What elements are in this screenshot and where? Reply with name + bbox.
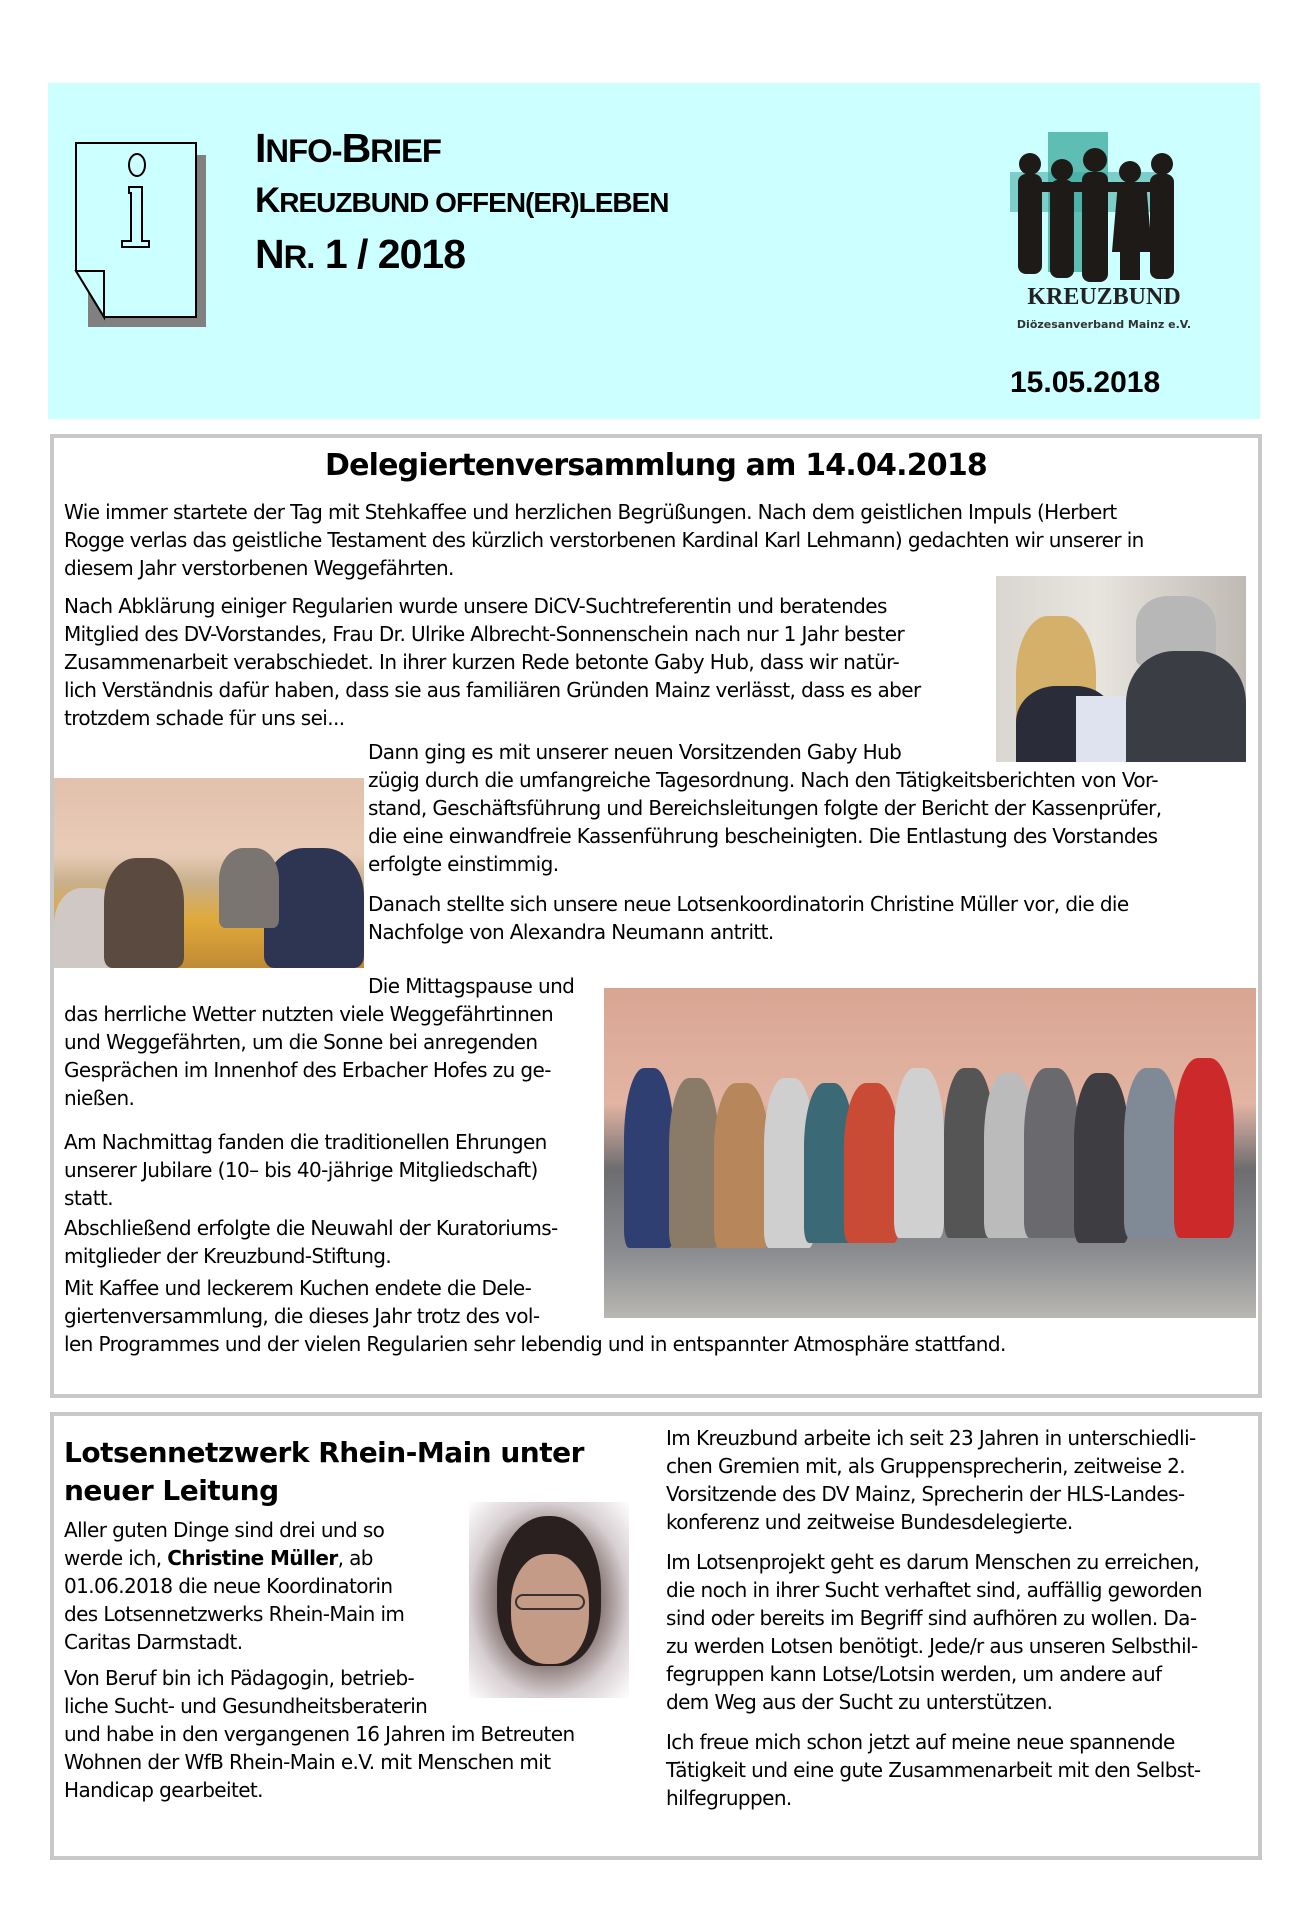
logo-name: KREUZBUND (1027, 284, 1181, 310)
text-line: len Programmes und der vielen Regularien sehr lebendig und in entspannter Atmosphäre stattfand. (64, 1332, 1006, 1356)
text-line: Caritas Darmstadt. (64, 1630, 243, 1654)
left-paragraph-1 (64, 1516, 404, 1656)
text-line: unserer Jubilare (10– bis 40-jährige Mitgliedschaft) (64, 1158, 538, 1182)
text-line: Nach Abklärung einiger Regularien wurde unsere DiCV-Suchtreferentin und beratendes (64, 594, 887, 618)
text-line: Rogge verlas das geistliche Testament des kürzlich verstorbenen Kardinal Karl Lehmann) gedachten wir unserer in (64, 528, 1144, 552)
article-delegiertenversammlung (50, 434, 1262, 1398)
text-line: Am Nachmittag fanden die traditionellen Ehrungen (64, 1130, 547, 1154)
paragraph-8 (64, 1274, 1006, 1358)
title-info-brief: INFO-BRIEF (255, 125, 441, 171)
photo-figure (219, 848, 279, 928)
paragraph-3-cont (368, 766, 1162, 878)
photo-figure (264, 848, 364, 968)
text-line: die eine einwandfreie Kassenführung bescheinigten. Die Entlastung des Vorstandes (368, 824, 1158, 848)
text-line: Nachfolge von Alexandra Neumann antritt. (368, 920, 774, 944)
text-line: Vorsitzende des DV Mainz, Sprecherin der HLS-Landes- (666, 1482, 1185, 1506)
text-line: Handicap gearbeitet. (64, 1778, 263, 1802)
paragraph-5 (368, 972, 574, 1000)
text-line: 01.06.2018 die neue Koordinatorin (64, 1574, 393, 1598)
name-bold: Christine Müller (167, 1546, 338, 1570)
text-line: Die Mittagspause und (368, 974, 575, 998)
photo-paper (1076, 696, 1126, 762)
paragraph-5-cont (64, 1000, 553, 1112)
photo-figure (1124, 1068, 1179, 1238)
text-line: Gesprächen im Innenhof des Erbacher Hofes zu ge- (64, 1058, 551, 1082)
issue-date: 15.05.2018 (1010, 366, 1161, 399)
photo-figure (1174, 1058, 1234, 1238)
paragraph-6 (64, 1128, 547, 1212)
text-line: stand, Geschäftsführung und Bereichsleitungen folgte der Bericht der Kassenprüfer, (368, 796, 1162, 820)
text-line: Von Beruf bin ich Pädagogin, betrieb- (64, 1666, 415, 1690)
text-line: Wohnen der WfB Rhein-Main e.V. mit Menschen mit (64, 1750, 551, 1774)
photo-jubilee-group (604, 988, 1256, 1318)
text-line: Tätigkeit und eine gute Zusammenarbeit mit den Selbst- (666, 1758, 1201, 1782)
left-paragraph-2 (64, 1664, 575, 1804)
photo-figure (844, 1083, 899, 1243)
text-line: die noch in ihrer Sucht verhaftet sind, auffällig geworden (666, 1578, 1202, 1602)
text-line: zu werden Lotsen benötigt. Jede/r aus unseren Selbsthil- (666, 1634, 1198, 1658)
text-span: , ab (337, 1546, 373, 1570)
text-line: giertenversammlung, die dieses Jahr trotz des vol- (64, 1304, 540, 1328)
text-line: liche Sucht- und Gesundheitsberaterin (64, 1694, 428, 1718)
photo-figure (1074, 1073, 1129, 1243)
text-line: diesem Jahr verstorbenen Weggefährten. (64, 556, 454, 580)
article-lotsennetzwerk (50, 1412, 1262, 1860)
text-line: Abschließend erfolgte die Neuwahl der Kuratoriums- (64, 1216, 558, 1240)
right-paragraph-3 (666, 1728, 1200, 1812)
text-line (64, 1544, 404, 1572)
article-title: Delegiertenversammlung am 14.04.2018 (325, 448, 987, 483)
text-line: mitglieder der Kreuzbund-Stiftung. (64, 1244, 392, 1268)
photo-figure (714, 1083, 769, 1248)
photo-figure (894, 1068, 944, 1238)
text-line: Mit Kaffee und leckerem Kuchen endete die Dele- (64, 1276, 532, 1300)
info-document-icon (74, 141, 206, 327)
paragraph-7 (64, 1214, 558, 1270)
text-line: und Weggefährten, um die Sonne bei anregenden (64, 1030, 538, 1054)
text-line: Dann ging es mit unserer neuen Vorsitzenden Gaby Hub (368, 740, 902, 764)
title-issue-number: NR. 1 / 2018 (255, 231, 465, 277)
logo-subtitle: Diözesanverband Mainz e.V. (1016, 318, 1192, 331)
right-paragraph-1 (666, 1424, 1196, 1536)
photo-figure (104, 858, 184, 968)
photo-figure (1126, 651, 1246, 762)
photo-figure (669, 1078, 719, 1248)
paragraph-4 (368, 890, 1129, 946)
text-line: zügig durch die umfangreiche Tagesordnung. Nach den Tätigkeitsberichten von Vor- (368, 768, 1158, 792)
text-line: des Lotsennetzwerks Rhein-Main im (64, 1602, 405, 1626)
text-span: werde ich, (64, 1546, 168, 1570)
title-line: neuer Leitung (64, 1474, 279, 1507)
text-line: Danach stellte sich unsere neue Lotsenkoordinatorin Christine Müller vor, die die (368, 892, 1129, 916)
photo-figure (624, 1068, 674, 1248)
text-line: Im Lotsenprojekt geht es darum Menschen zu erreichen, (666, 1550, 1200, 1574)
text-line: Wie immer startete der Tag mit Stehkaffee und herzlichen Begrüßungen. Nach dem geistlichen Impuls (Herbert (64, 500, 1117, 524)
text-line: nießen. (64, 1086, 135, 1110)
text-line: das herrliche Wetter nutzten viele Weggefährtinnen (64, 1002, 554, 1026)
text-line: Aller guten Dinge sind drei und so (64, 1518, 385, 1542)
text-line: und habe in den vergangenen 16 Jahren im Betreuten (64, 1722, 575, 1746)
article-title (64, 1434, 584, 1510)
text-line: fegruppen kann Lotse/Lotsin werden, um andere auf (666, 1662, 1162, 1686)
text-line: hilfegruppen. (666, 1786, 792, 1810)
text-line: Ich freue mich schon jetzt auf meine neue spannende (666, 1730, 1175, 1754)
right-paragraph-2 (666, 1548, 1202, 1716)
text-line: statt. (64, 1186, 113, 1210)
paragraph-3 (368, 738, 901, 766)
title-line: Lotsennetzwerk Rhein-Main unter (64, 1436, 584, 1469)
photo-courtyard-table (54, 778, 364, 968)
photo-figure (1024, 1068, 1079, 1238)
title-slogan: KREUZBUND OFFEN(ER)LEBEN (255, 181, 669, 220)
text-line: dem Weg aus der Sucht zu unterstützen. (666, 1690, 1053, 1714)
paragraph-2 (64, 592, 921, 732)
text-line: Im Kreuzbund arbeite ich seit 23 Jahren in unterschiedli- (666, 1426, 1196, 1450)
text-line: trotzdem schade für uns sei... (64, 706, 345, 730)
portrait-glasses (515, 1594, 585, 1610)
text-line: erfolgte einstimmig. (368, 852, 559, 876)
newsletter-title (255, 125, 669, 277)
text-line: lich Verständnis dafür haben, dass sie aus familiären Gründen Mainz verlässt, dass es aber (64, 678, 921, 702)
text-line: konferenz und zeitweise Bundesdelegierte. (666, 1510, 1073, 1534)
paragraph-1 (64, 498, 1144, 582)
text-line: chen Gremien mit, als Gruppensprecherin, zeitweise 2. (666, 1454, 1186, 1478)
text-line: Mitglied des DV-Vorstandes, Frau Dr. Ulrike Albrecht-Sonnenschein nach nur 1 Jahr bester (64, 622, 905, 646)
text-line: sind oder bereits im Begriff sind aufhören zu wollen. Da- (666, 1606, 1197, 1630)
text-line: Zusammenarbeit verabschiedet. In ihrer kurzen Rede betonte Gaby Hub, dass wir natür- (64, 650, 900, 674)
photo-farewell-handover (996, 576, 1246, 762)
